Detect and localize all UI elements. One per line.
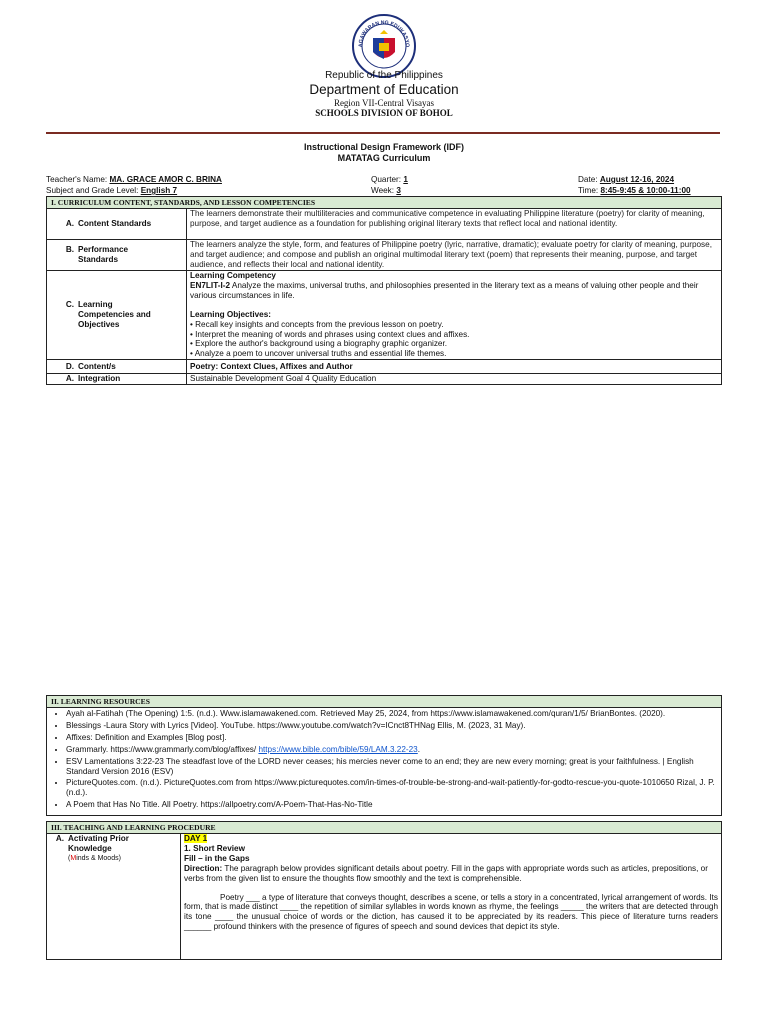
procedure-table bbox=[46, 821, 722, 960]
date-info bbox=[578, 174, 674, 185]
review-heading: 1. Short Review bbox=[184, 843, 245, 853]
quarter-info bbox=[371, 174, 408, 185]
content-text: Poetry: Context Clues, Affixes and Author bbox=[187, 360, 722, 374]
resource-item: • Affixes: Definition and Examples [Blog post]. bbox=[66, 733, 718, 743]
resource-item: • A Poem that Has No Title. All Poetry. https://allpoetry.com/A-Poem-That-Has-No-Title bbox=[66, 800, 718, 810]
minds-moods-note: (Minds & Moods) bbox=[68, 854, 121, 862]
poetry-paragraph: Poetry ___ a type of literature that conveys thought, describes a scene, or tells a story in a concentrated, lyrical arrangement of words. Its form, that is made distinct ____ the repetition of similar syllables in words known as rhyme, the feelings _____ the writers that are detected through its tone ____ the unusual choice of words or the diction, has caused it to be appreciated by its readers. This piece of literature turns readers ______ profound thinkers with the presence of figures of speech and sound devices that depict its style. bbox=[184, 892, 718, 932]
week-label: Week: bbox=[371, 186, 395, 195]
quarter-label: Quarter: bbox=[371, 175, 402, 184]
subject-label: Subject and Grade Level: bbox=[46, 186, 139, 195]
deped-seal bbox=[352, 14, 416, 78]
performance-standards-text: The learners analyze the style, form, and features of Philippine poetry (lyric, narrative, dramatic); evaluate poetry for clarity of meaning, purpose, and target audience; and compose and publish an original multimodal literary text (poem) that represents their meaning, purpose, and target audience, and reflects their local and national identity. bbox=[187, 240, 722, 271]
resources-cell bbox=[47, 708, 722, 816]
resource-item: • PictureQuotes.com. (n.d.). PictureQuotes.com from https://www.picturequotes.com/in-times-of-trouble-be-strong-and-wait-patiently-for-godto-rescue-you-quote-1010650 Rizal, J. P. (n.d.). bbox=[66, 778, 718, 798]
department-name: Department of Education bbox=[309, 82, 459, 97]
teacher-name: MA. GRACE AMOR C. BRINA bbox=[109, 175, 222, 184]
day-label: DAY 1 bbox=[184, 834, 208, 843]
republic-line: Republic of the Philippines bbox=[325, 70, 443, 81]
curriculum-table bbox=[46, 196, 722, 385]
row-label: C. Learning Competencies and Objectives bbox=[47, 271, 187, 360]
content-standards-text: The learners demonstrate their multiliteracies and communicative competence in evaluating Philippine literature (poetry) for clarity of meaning, purpose, and target audience as a foundation for publishing original literary texts that reflect local and national identity. bbox=[187, 209, 722, 240]
teacher-info bbox=[46, 174, 222, 185]
teacher-label: Teacher's Name: bbox=[46, 175, 108, 184]
integration-text: Sustainable Development Goal 4 Quality Education bbox=[187, 374, 722, 385]
activity-heading: Fill – in the Gaps bbox=[184, 853, 250, 863]
row-label: D. Content/s bbox=[47, 360, 187, 374]
seal-text: AGAWARAN NG EDUKASYO bbox=[357, 19, 411, 48]
direction-text: Direction: The paragraph below provides significant details about poetry. Fill in the gaps with appropriate words such as articles, prepositions, or verbs from the given list to ensure the thoughts flow smoothly and the text is comprehensible. bbox=[184, 863, 708, 883]
document-subtitle: MATATAG Curriculum bbox=[337, 153, 431, 163]
objective-item: • Interpret the meaning of words and phrases using context clues and affixes. bbox=[190, 329, 470, 339]
subject-value: English 7 bbox=[140, 186, 178, 195]
competency-heading: Learning Competency bbox=[190, 271, 276, 280]
resource-item: • Ayah al-Fatihah (The Opening) 1:5. (n.d.). Www.islamawakened.com. Retrieved May 25, 2024, from https://www.islamawakened.com/quran/1/5/ BrianBontes. (2020). bbox=[66, 709, 718, 719]
resources-list bbox=[50, 709, 718, 810]
quarter-value: 1 bbox=[403, 175, 408, 184]
objective-item: • Explore the author's background using a biography graphic organizer. bbox=[190, 339, 448, 349]
document-title: Instructional Design Framework (IDF) bbox=[303, 142, 465, 152]
time-info bbox=[578, 185, 691, 196]
objective-item: • Recall key insights and concepts from the previous lesson on poetry. bbox=[190, 319, 444, 329]
row-label: A. Content Standards bbox=[47, 209, 187, 240]
header-divider bbox=[46, 132, 720, 134]
procedure-label: A. Activating Prior Knowledge bbox=[55, 834, 129, 853]
week-info bbox=[371, 185, 401, 196]
region-line: Region VII-Central Visayas bbox=[333, 98, 435, 108]
division-line: SCHOOLS DIVISION OF BOHOL bbox=[315, 108, 453, 118]
row-label: B. Performance Standards bbox=[47, 240, 187, 271]
date-value: August 12-16, 2024 bbox=[599, 175, 675, 184]
time-label: Time: bbox=[578, 186, 599, 195]
objective-item: • Analyze a poem to uncover universal truths and essential life themes. bbox=[190, 349, 447, 359]
procedure-content-cell bbox=[181, 834, 722, 960]
week-value: 3 bbox=[396, 186, 401, 195]
time-value: 8:45-9:45 & 10:00-11:00 bbox=[600, 186, 691, 195]
date-label: Date: bbox=[578, 175, 598, 184]
resource-item: • Grammarly. https://www.grammarly.com/blog/affixes/ https://www.bible.com/bible/59/LAM.3.22-23. bbox=[66, 745, 718, 755]
section-title: III. TEACHING AND LEARNING PROCEDURE bbox=[47, 822, 722, 834]
competencies-cell bbox=[187, 271, 722, 360]
objectives-heading: Learning Objectives: bbox=[190, 309, 271, 319]
section-title: I. CURRICULUM CONTENT, STANDARDS, AND LESSON COMPETENCIES bbox=[47, 197, 722, 209]
resources-table bbox=[46, 695, 722, 816]
resource-item: • ESV Lamentations 3:22-23 The steadfast love of the LORD never ceases; his mercies never come to an end; they are new every morning; great is your faithfulness. | English Standard Version 2016 (ESV) bbox=[66, 757, 718, 777]
row-label: A. Integration bbox=[47, 374, 187, 385]
procedure-label-cell bbox=[47, 834, 181, 960]
subject-info bbox=[46, 185, 177, 196]
section-title: II. LEARNING RESOURCES bbox=[47, 696, 722, 708]
competency-text: EN7LIT-I-2 Analyze the maxims, universal truths, and philosophies presented in the literary text as a means of valuing other people and their various circumstances in life. bbox=[190, 280, 699, 300]
resource-item: • Blessings -Laura Story with Lyrics [Video]. YouTube. https://www.youtube.com/watch?v=ICnct8THNag Ellis, M. (2023, 31 May). bbox=[66, 721, 718, 731]
bible-link[interactable]: https://www.bible.com/bible/59/LAM.3.22-23 bbox=[258, 744, 418, 754]
